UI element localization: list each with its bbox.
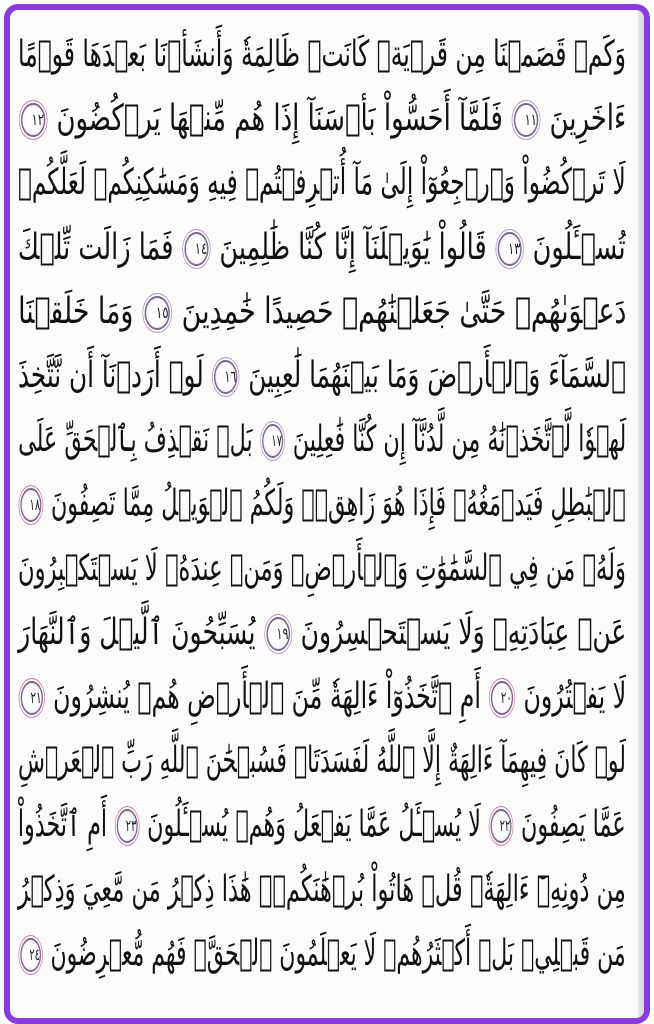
ayah-number-marker: ٢٠ bbox=[491, 681, 513, 715]
text-line bbox=[18, 88, 626, 150]
text-line bbox=[18, 409, 626, 471]
text-line bbox=[18, 217, 626, 279]
verse-text: لَا تَرۡكُضُواْ وَٱرۡجِعُوٓاْ إِلَىٰ مَآ أُتۡرِفۡتُمۡ فِيهِ وَمَسَٰكِنِكُمۡ لَعَلَّكُمۡ bbox=[18, 162, 626, 204]
verse-text: لَا يُسۡـَٔلُ عَمَّا يَفۡعَلُ وَهُمۡ يُسۡـَٔلُونَ bbox=[147, 804, 482, 846]
text-line bbox=[18, 794, 626, 856]
verse-text: عَمَّا يَصِفُونَ bbox=[521, 804, 626, 846]
text-line bbox=[18, 666, 626, 728]
verse-text: أَمِ ٱتَّخَذُوٓاْ ءَالِهَةٗ مِّنَ ٱلۡأَرۡضِ هُمۡ يُنشِرُونَ bbox=[52, 676, 481, 717]
verse-text: وَكَمۡ قَصَمۡنَا مِن قَرۡيَةٖ كَانَتۡ ظَالِمَةٗ وَأَنشَأۡنَا بَعۡدَهَا قَوۡمًا bbox=[18, 34, 626, 75]
verse-text: قَالُواْ يَٰوَيۡلَنَآ إِنَّا كُنَّا ظَٰلِمِينَ bbox=[219, 226, 487, 268]
ayah-number-marker: ٢٤ bbox=[21, 938, 42, 972]
text-line bbox=[18, 538, 626, 600]
verse-text: تُسۡـَٔلُونَ bbox=[532, 226, 626, 268]
text-line bbox=[18, 923, 626, 985]
verse-text: عَنۡ عِبَادَتِهِۦ وَلَا يَسۡتَحۡسِرُونَ bbox=[300, 611, 626, 653]
ayah-number-marker: ١٤ bbox=[185, 232, 209, 266]
verse-text: يُسَبِّحُونَ ٱلَّيۡلَ وَٱلنَّهَارَ bbox=[17, 611, 256, 653]
verse-text: فَمَا زَالَت تِّلۡكَ bbox=[18, 226, 174, 268]
verse-text: فَلَمَّآ أَحَسُّواْ بَأۡسَنَآ إِذَا هُم مِّنۡهَا يَرۡكُضُونَ bbox=[56, 98, 503, 140]
verse-text: لَا يَفۡتُرُونَ bbox=[523, 676, 626, 717]
ayah-number-marker: ١٩ bbox=[266, 617, 290, 651]
text-line bbox=[18, 345, 626, 407]
ayah-number-marker: ١٢ bbox=[21, 103, 45, 137]
verse-text: بَلۡ نَقۡذِفُ بِٱلۡحَقِّ عَلَى bbox=[17, 419, 253, 461]
text-line bbox=[18, 730, 626, 792]
verse-text: ءَاخَرِينَ bbox=[549, 98, 626, 140]
verse-text: لَوۡ كَانَ فِيهِمَآ ءَالِهَةٌ إِلَّا ٱللَّهُ لَفَسَدَتَاۚ فَسُبۡحَٰنَ ٱللَّهِ رَبِّ ٱلۡعَرۡشِ bbox=[18, 740, 626, 782]
ayah-number-marker: ١٣ bbox=[498, 232, 522, 266]
ayah-number-marker: ٢٣ bbox=[117, 809, 138, 843]
verse-text: أَمِ ٱتَّخَذُواْ bbox=[18, 804, 108, 846]
verse-text: مَن قَبۡلِيۚ بَلۡ أَكۡثَرُهُمۡ لَا يَعۡلَمُونَ ٱلۡحَقَّۖ فَهُم مُّعۡرِضُونَ bbox=[50, 932, 627, 974]
text-line bbox=[18, 152, 626, 214]
ayah-number-marker: ١٥ bbox=[144, 296, 169, 330]
verse-text: مِن دُونِهِۦٓ ءَالِهَةٗۖ قُلۡ هَاتُواْ بُرۡهَٰنَكُمۡۖ هَٰذَا ذِكۡرُ مَن مَّعِيَ وَذِكۡرُ bbox=[18, 868, 626, 910]
ayah-number-marker: ١٧ bbox=[262, 424, 283, 458]
text-line bbox=[18, 473, 626, 535]
ayah-number-marker: ٢١ bbox=[21, 681, 43, 715]
verse-text: ٱلسَّمَآءَ وَٱلۡأَرۡضَ وَمَا بَيۡنَهُمَا لَٰعِبِينَ bbox=[248, 355, 626, 396]
text-line bbox=[18, 859, 626, 921]
ayah-number-marker: ١٦ bbox=[214, 360, 237, 394]
quran-page-text bbox=[18, 18, 626, 1010]
verse-text: دَعۡوَىٰهُمۡ حَتَّىٰ جَعَلۡنَٰهُمۡ حَصِيدًا خَٰمِدِينَ bbox=[181, 290, 626, 332]
ayah-number-marker: ٢٢ bbox=[491, 809, 512, 843]
verse-text: لَوۡ أَرَدۡنَآ أَن نَّتَّخِذَ bbox=[18, 355, 204, 396]
verse-text: وَلَهُۥ مَن فِي ٱلسَّمَٰوَٰتِ وَٱلۡأَرۡضِۚ وَمَنۡ عِندَهُۥ لَا يَسۡتَكۡبِرُونَ bbox=[18, 547, 626, 589]
mushaf-page-frame bbox=[4, 4, 650, 1024]
verse-text: لَهۡوٗا لَّٱتَّخَذۡنَٰهُ مِن لَّدُنَّآ إِن كُنَّا فَٰعِلِينَ bbox=[292, 419, 626, 461]
verse-text: وَمَا خَلَقۡنَا bbox=[17, 290, 133, 332]
verse-text: ٱلۡبَٰطِلِ فَيَدۡمَغُهُۥ فَإِذَا هُوَ زَاهِقٞۚ وَلَكُمُ ٱلۡوَيۡلُ مِمَّا تَصِفُونَ bbox=[51, 483, 626, 525]
text-line bbox=[18, 602, 626, 664]
ayah-number-marker: ١٨ bbox=[21, 488, 42, 522]
text-line bbox=[18, 281, 626, 343]
ayah-number-marker: ١١ bbox=[514, 103, 538, 137]
text-line bbox=[18, 24, 626, 86]
